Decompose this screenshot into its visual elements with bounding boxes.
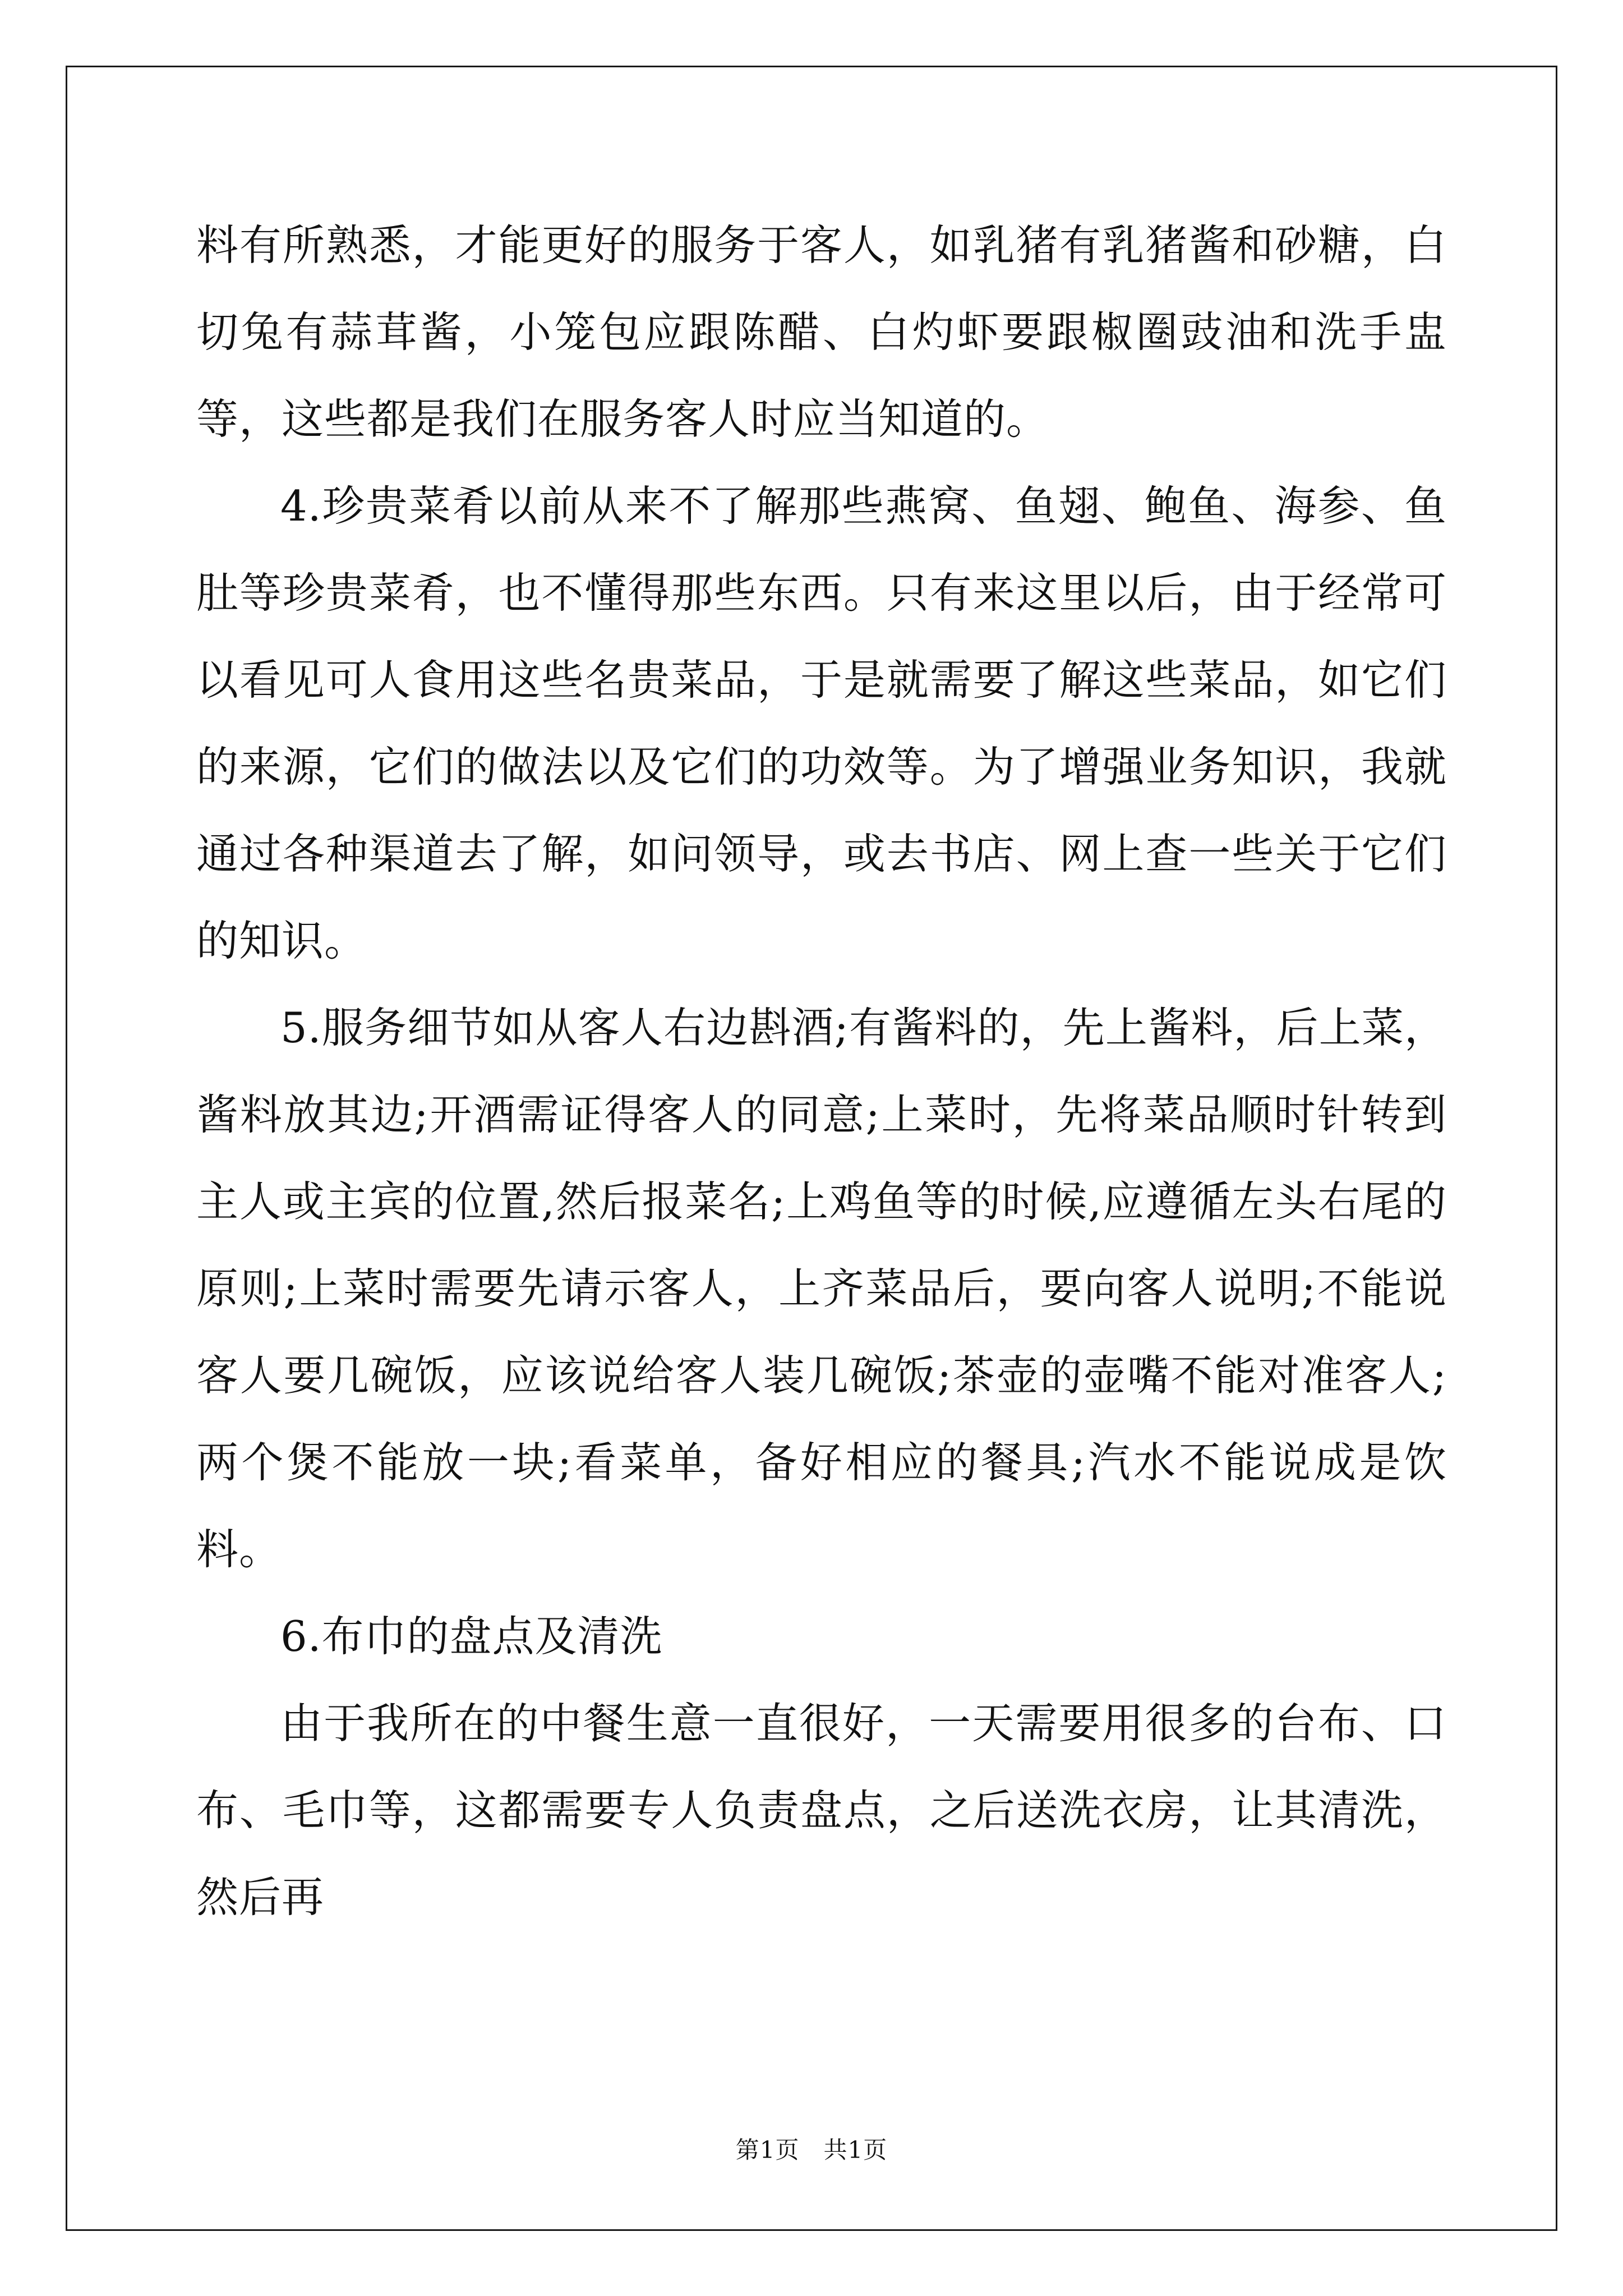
page-footer bbox=[0, 2132, 1623, 2165]
page-total: 共1页 bbox=[823, 2136, 888, 2164]
paragraph-1: 料有所熟悉，才能更好的服务于客人，如乳猪有乳猪酱和砂糖，白切兔有蒜茸酱，小笼包应跟陈醋、白灼虾要跟椒圈豉油和洗手盅等，这些都是我们在服务客人时应当知道的。 bbox=[196, 220, 1447, 444]
paragraph-4: 6.布巾的盘点及清洗 bbox=[280, 1612, 663, 1661]
paragraph-2: 4.珍贵菜肴以前从来不了解那些燕窝、鱼翅、鲍鱼、海参、鱼肚等珍贵菜肴，也不懂得那些东西。只有来这里以后，由于经常可以看见可人食用这些名贵菜品，于是就需要了解这些菜品，如它们的来源，它们的做法以及它们的功效等。为了增强业务知识，我就通过各种渠道去了解，如问领导，或去书店、网上查一些关于它们的知识。 bbox=[196, 481, 1447, 965]
paragraph-5: 由于我所在的中餐生意一直很好，一天需要用很多的台布、口布、毛巾等，这都需要专人负责盘点，之后送洗衣房，让其清洗，然后再 bbox=[196, 1699, 1447, 1922]
document-body bbox=[196, 202, 1447, 1941]
paragraph-3: 5.服务细节如从客人右边斟酒;有酱料的，先上酱料，后上菜，酱料放其边;开酒需证得客人的同意;上菜时，先将菜品顺时针转到主人或主宾的位置,然后报菜名;上鸡鱼等的时候,应遵循左头右尾的原则;上菜时需要先请示客人，上齐菜品后，要向客人说明;不能说客人要几碗饭，应该说给客人装几碗饭;茶壶的壶嘴不能对准客人;两个煲不能放一块;看菜单，备好相应的餐具;汽水不能说成是饮料。 bbox=[196, 1003, 1447, 1574]
page-number: 第1页 bbox=[735, 2136, 800, 2164]
